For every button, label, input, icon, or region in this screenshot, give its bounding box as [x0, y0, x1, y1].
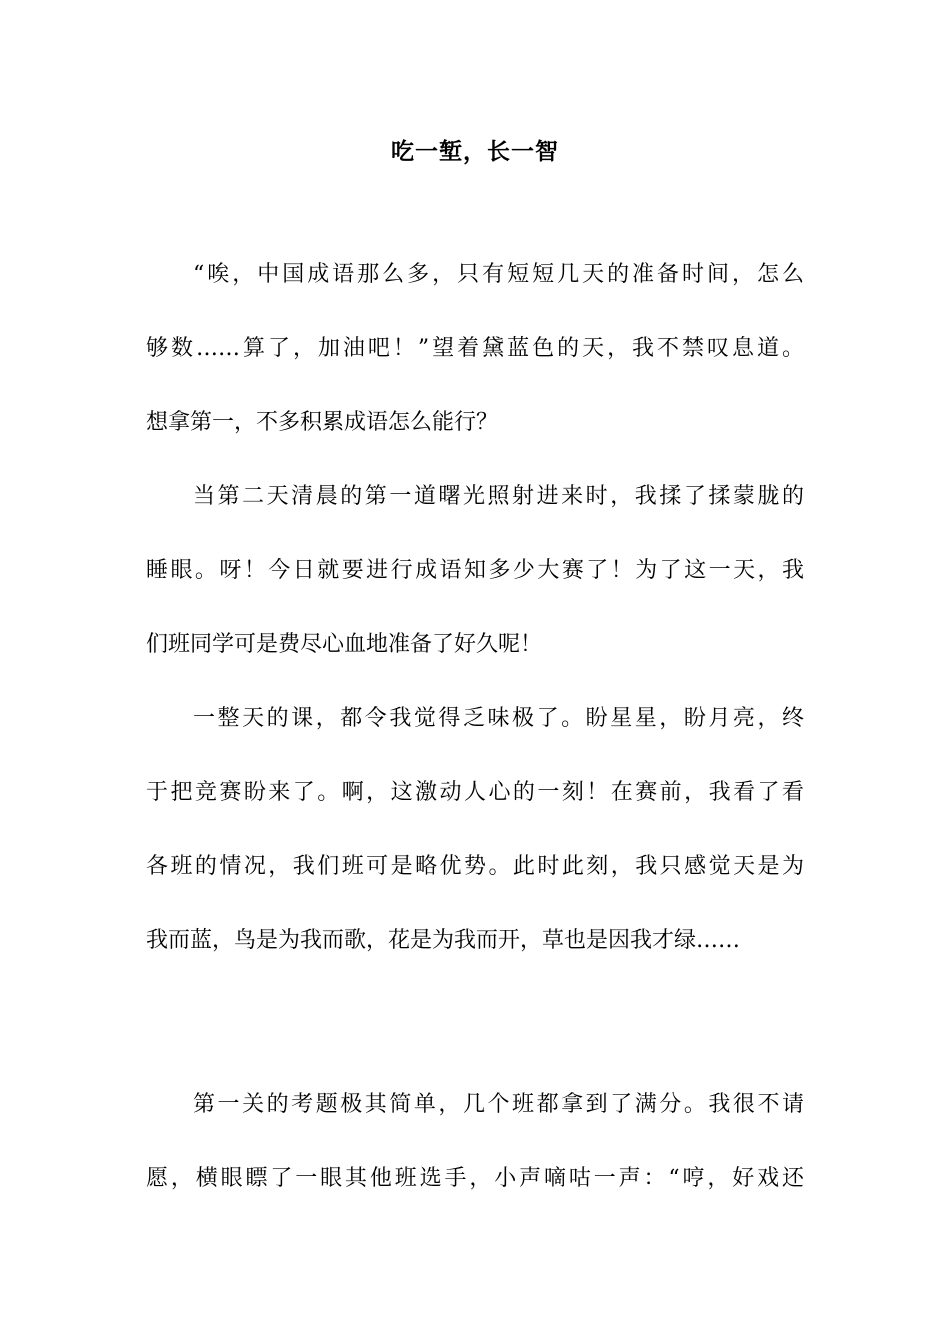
text-line: 们班同学可是费尽心血地准备了好久呢！: [146, 632, 543, 657]
text-line: 当第二天清晨的第一道曙光照射进来时，我揉了揉蒙胧的: [193, 484, 804, 509]
body-text-block: [146, 1068, 804, 1216]
document-title: 吃一堑，长一智: [391, 138, 559, 165]
text-line: 想拿第一，不多积累成语怎么能行？: [146, 410, 499, 435]
text-line: 够数……算了，加油吧！”望着黛蓝色的天，我不禁叹息道。: [146, 336, 804, 361]
text-line: 于把竞赛盼来了。啊，这激动人心的一刻！在赛前，我看了看: [146, 780, 804, 805]
paragraph-4: [146, 1068, 804, 1216]
text-line: 我而蓝，鸟是为我而歌，花是为我而开，草也是因我才绿……: [146, 928, 741, 953]
text-line: 愿，横眼瞟了一眼其他班选手，小声嘀咕一声：“哼，好戏还: [146, 1166, 804, 1191]
text-line: 第一关的考题极其简单，几个班都拿到了满分。我很不请: [193, 1092, 804, 1117]
paragraph-3: [146, 682, 804, 978]
text-line: 各班的情况，我们班可是略优势。此时此刻，我只感觉天是为: [146, 854, 804, 879]
paragraph-1: [146, 238, 804, 460]
text-line: 一整天的课，都令我觉得乏味极了。盼星星，盼月亮，终: [193, 706, 804, 731]
text-line: 睡眼。呀！今日就要进行成语知多少大赛了！为了这一天，我: [146, 558, 804, 583]
paragraph-2: [146, 460, 804, 682]
text-line: “唉，中国成语那么多，只有短短几天的准备时间，怎么: [193, 262, 804, 287]
body-text-block: [146, 238, 804, 978]
